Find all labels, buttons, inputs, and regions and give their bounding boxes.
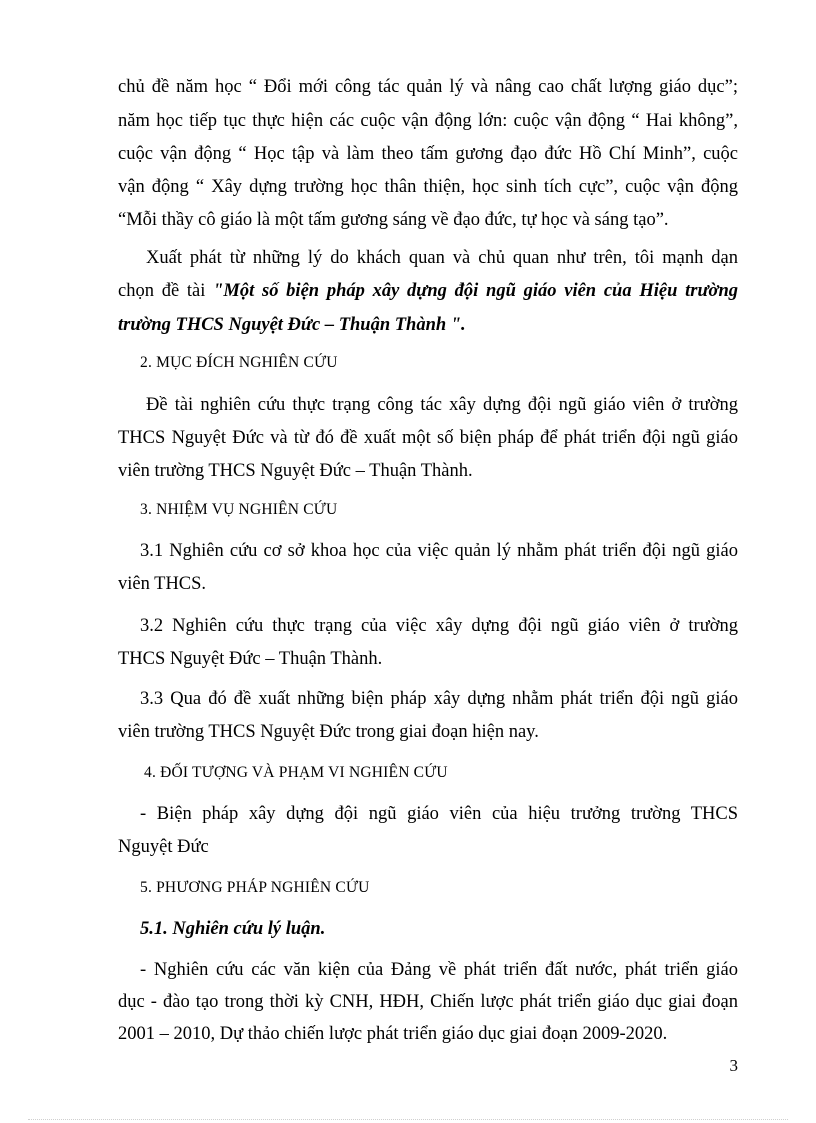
topic-prefix: chọn đề tài	[118, 281, 214, 301]
body-text-line: Đề tài nghiên cứu thực trạng công tác xây dựng đội ngũ giáo viên ở trường	[146, 395, 738, 415]
body-text-line: 3.2 Nghiên cứu thực trạng của việc xây dựng đội ngũ giáo viên ở trường	[140, 616, 738, 636]
section-heading-4: 4. ĐỐI TƯỢNG VÀ PHẠM VI NGHIÊN CỨU	[144, 764, 448, 781]
body-text-line: vận động “ Xây dựng trường học thân thiện, học sinh tích cực”, cuộc vận động	[118, 177, 738, 197]
page-bottom-divider	[28, 1119, 788, 1120]
body-text-line: - Biện pháp xây dựng đội ngũ giáo viên của hiệu trưởng trường THCS	[140, 804, 738, 824]
body-text-line: - Nghiên cứu các văn kiện của Đảng về phát triển đất nước, phát triển giáo	[140, 960, 738, 980]
body-text-line: THCS Nguyệt Đức – Thuận Thành.	[118, 649, 383, 669]
section-heading-5: 5. PHƯƠNG PHÁP NGHIÊN CỨU	[140, 879, 370, 896]
body-text-line: Nguyệt Đức	[118, 837, 209, 857]
body-text-line: Xuất phát từ những lý do khách quan và chủ quan như trên, tôi mạnh dạn	[146, 248, 738, 268]
body-text-line: THCS Nguyệt Đức và từ đó đề xuất một số biện pháp để phát triển đội ngũ giáo	[118, 428, 738, 448]
section-heading-3: 3. NHIỆM VỤ NGHIÊN CỨU	[140, 501, 338, 518]
body-text-line: dục - đào tạo trong thời kỳ CNH, HĐH, Chiến lược phát triển giáo dục giai đoạn	[118, 992, 738, 1012]
body-text-line: 2001 – 2010, Dự thảo chiến lược phát triển giáo dục giai đoạn 2009-2020.	[118, 1024, 668, 1044]
body-text-line: năm học tiếp tục thực hiện các cuộc vận động lớn: cuộc vận động “ Hai không”,	[118, 111, 738, 131]
section-heading-2: 2. MỤC ĐÍCH NGHIÊN CỨU	[140, 354, 338, 371]
body-text-line: viên trường THCS Nguyệt Đức – Thuận Thành.	[118, 461, 473, 481]
topic-line	[118, 280, 738, 302]
body-text-line: 3.3 Qua đó đề xuất những biện pháp xây dựng nhằm phát triển đội ngũ giáo	[140, 689, 738, 709]
body-text-line: cuộc vận động “ Học tập và làm theo tấm gương đạo đức Hồ Chí Minh”, cuộc	[118, 144, 738, 164]
body-text-line: “Mỗi thầy cô giáo là một tấm gương sáng về đạo đức, tự học và sáng tạo”.	[118, 210, 669, 230]
topic-title-continuation: trường THCS Nguyệt Đức – Thuận Thành ".	[118, 315, 466, 335]
subsection-heading-5-1: 5.1. Nghiên cứu lý luận.	[140, 919, 326, 939]
body-text-line: viên THCS.	[118, 574, 207, 594]
body-text-line: viên trường THCS Nguyệt Đức trong giai đoạn hiện nay.	[118, 722, 539, 742]
body-text-line: chủ đề năm học “ Đổi mới công tác quản lý và nâng cao chất lượng giáo dục”;	[118, 77, 738, 97]
page-number: 3	[729, 1056, 738, 1075]
topic-title: "Một số biện pháp xây dựng đội ngũ giáo viên của Hiệu trường	[213, 281, 738, 301]
body-text-line: 3.1 Nghiên cứu cơ sở khoa học của việc quản lý nhằm phát triển đội ngũ giáo	[140, 541, 738, 561]
